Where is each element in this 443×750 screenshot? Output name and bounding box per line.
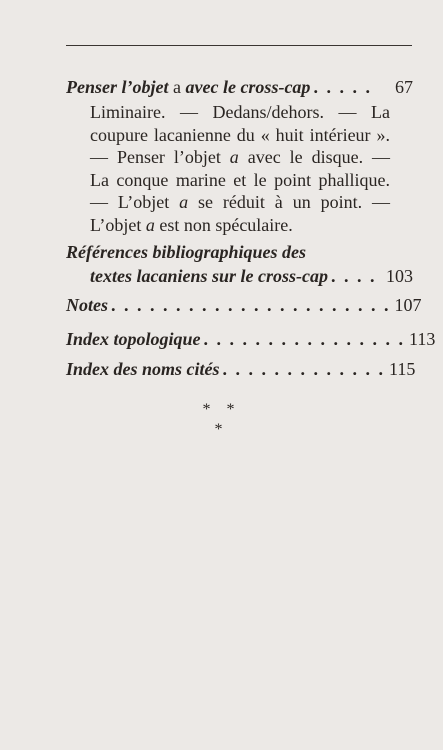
dot-leader: . . . . (331, 266, 377, 286)
description-line: — L’objet a se réduit à un point. — (90, 192, 390, 212)
toc-entry-notes[interactable] (66, 294, 422, 316)
dot-leader: . . . . . . . . . . . . . (222, 359, 386, 379)
description-line: — Penser l’objet a avec le disque. — (90, 147, 390, 167)
dot-leader: . . . . . . . . . . . . . . . . . . . . . . (111, 295, 391, 315)
toc-entry-page: 103 (386, 266, 413, 286)
description-line: Liminaire. — Dedans/dehors. — La (90, 102, 390, 122)
toc-entry-index-noms[interactable] (66, 358, 416, 380)
toc-entry-penser-objet[interactable] (66, 76, 413, 98)
toc-entry-title: Notes (66, 295, 108, 315)
asterism-bottom: * (214, 421, 229, 438)
toc-entry-references[interactable] (66, 241, 413, 287)
toc-entry-title: Index topologique (66, 329, 201, 349)
description-line: L’objet a est non spéculaire. (90, 214, 293, 235)
toc-entry-index-topologique[interactable] (66, 328, 436, 350)
toc-entry-title: Penser l’objet a avec le cross-cap (66, 77, 311, 97)
description-line: La conque marine et le point phallique. (90, 169, 390, 190)
dot-leader: . . . . . . . . . . . . . . . . (203, 329, 406, 349)
toc-entry-description (90, 101, 390, 236)
toc-entry-title-line1: Références bibliographiques des (66, 242, 306, 262)
toc-entry-page: 115 (389, 359, 416, 379)
toc-entry-page: 107 (394, 295, 422, 315)
toc-entry-title-line2: textes lacaniens sur le cross-cap (90, 266, 328, 286)
dot-leader: . . . . . (313, 77, 372, 97)
toc-entry-title: Index des noms cités (66, 359, 220, 379)
toc-entry-page: 113 (409, 329, 436, 349)
asterism-top: * * (202, 401, 241, 418)
header-rule (66, 45, 412, 46)
description-line: coupure lacanienne du « huit intérieur ». (90, 124, 390, 145)
toc-entry-page: 67 (395, 77, 413, 97)
